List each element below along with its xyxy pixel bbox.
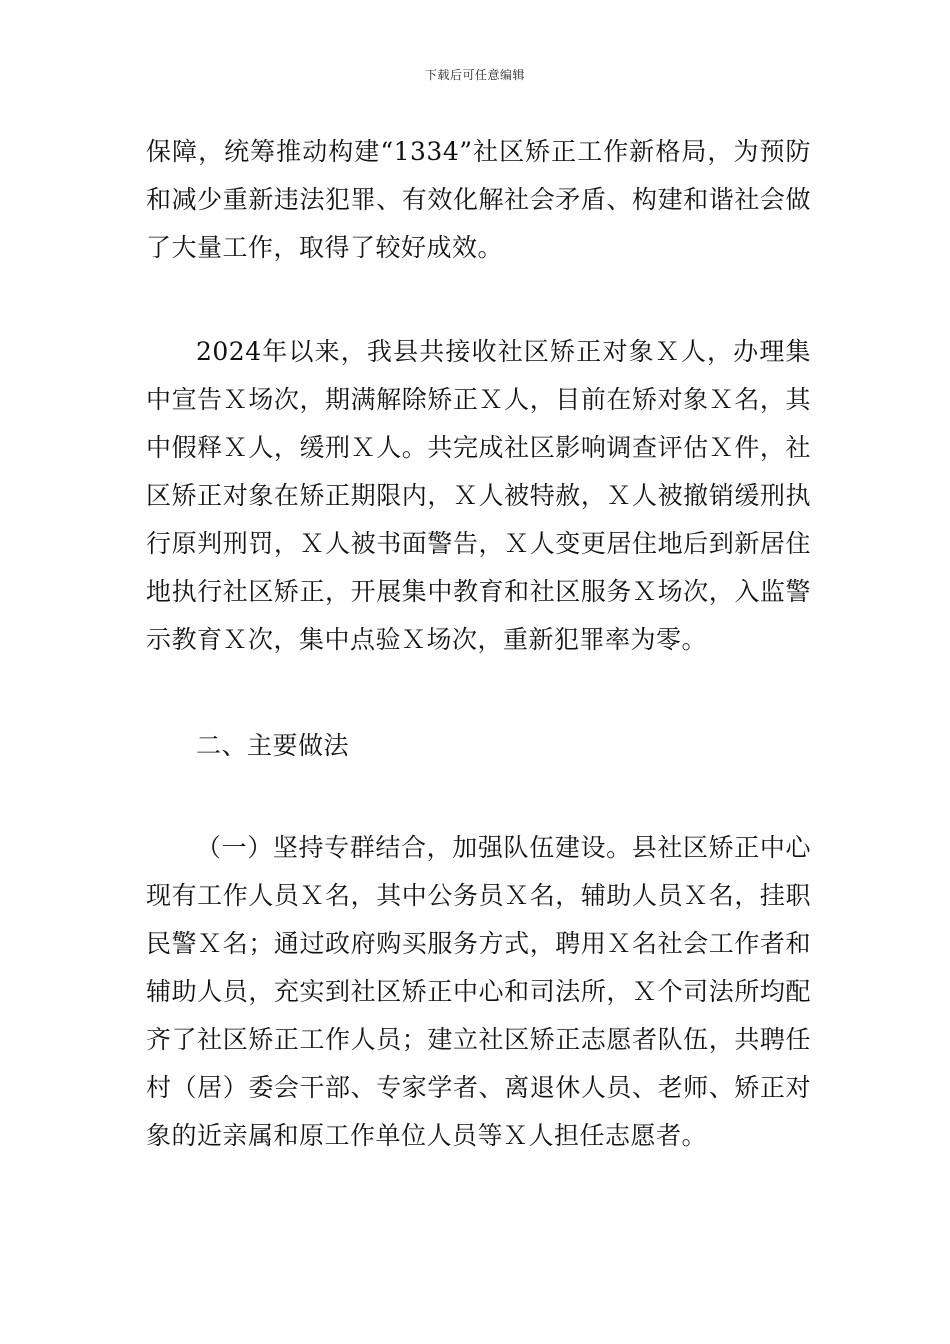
section-heading: 二、主要做法 [196, 731, 350, 760]
download-edit-note: 下载后可任意编辑 [424, 68, 525, 82]
paragraph-statistics: 2024年以来，我县共接收社区矫正对象Ｘ人，办理集中宣告Ｘ场次，期满解除矫正Ｘ人，目前在矫对象Ｘ名，其中假释Ｘ人，缓刑Ｘ人。共完成社区影响调查评估Ｘ件，社区矫正对象在矫正期限内，Ｘ人被特赦，Ｘ人被撤销缓刑执行原判刑罚，Ｘ人被书面警告，Ｘ人变更居住地后到新居住地执行社区矫正，开展集中教育和社区服务Ｘ场次，入监警示教育Ｘ次，集中点验Ｘ场次，重新犯罪率为零。 [146, 337, 811, 654]
paragraph-achievements: 保障，统筹推动构建“1334”社区矫正工作新格局，为预防和减少重新违法犯罪、有效化解社会矛盾、构建和谐社会做了大量工作，取得了较好成效。 [146, 137, 811, 262]
paragraph-team-building: （一）坚持专群结合，加强队伍建设。县社区矫正中心现有工作人员Ｘ名，其中公务员Ｘ名，辅助人员Ｘ名，挂职民警Ｘ名；通过政府购买服务方式，聘用Ｘ名社会工作者和辅助人员，充实到社区矫正中心和司法所，Ｘ个司法所均配齐了社区矫正工作人员；建立社区矫正志愿者队伍，共聘任村（居）委会干部、专家学者、离退休人员、老师、矫正对象的近亲属和原工作单位人员等Ｘ人担任志愿者。 [146, 833, 811, 1150]
